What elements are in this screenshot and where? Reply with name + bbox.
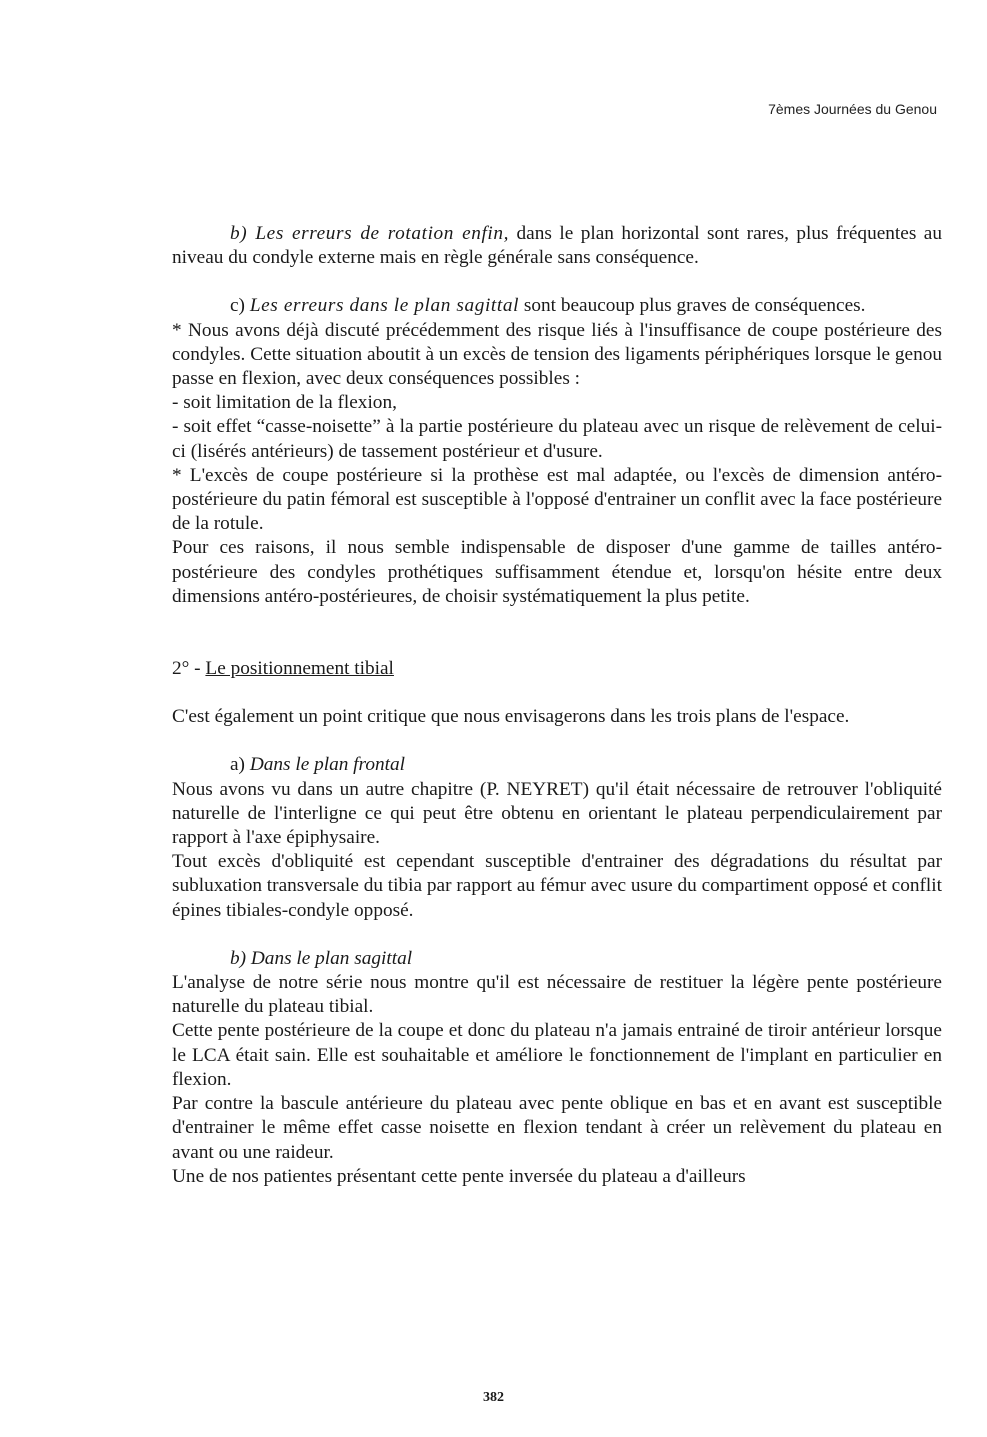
paragraph-sagittal-errors	[172, 294, 942, 318]
section-number: 2° -	[172, 658, 206, 680]
subheading-frontal-plane	[172, 753, 942, 777]
paragraph-critical-point: C'est également un point critique que nous envisagerons dans les trois plans de l'espace.	[172, 706, 850, 728]
paragraph-risks: * Nous avons déjà discuté précédemment des risque liés à l'insuffisance de coupe postérieure des condyles. Cette situation aboutit à un excès de tension des ligaments périphériques lorsque le genou passe en flexion, avec deux conséquences possibles :	[172, 319, 942, 390]
subheading-sagittal-plane	[172, 947, 942, 971]
paragraph-excess: * L'excès de coupe postérieure si la prothèse est mal adaptée, ou l'excès de dimension antéro-postérieure du patin fémoral est susceptible à l'opposé d'entrainer un conflit avec la face postérieure de la rotule.	[172, 464, 942, 535]
list-item-nutcracker: - soit effet “casse-noisette” à la partie postérieure du plateau avec un risque de relèvement de celui-ci (lisérés antérieurs) de tassement postérieur et d'usure.	[172, 416, 942, 462]
running-header: 7èmes Journées du Genou	[768, 101, 937, 117]
paragraph-slope: Cette pente postérieure de la coupe et donc du plateau n'a jamais entrainé de tiroir antérieur lorsque le LCA était sain. Elle est souhaitable et améliore le fonctionnement de l'implant en particulier en flexion.	[172, 1020, 942, 1090]
sagittal-errors-text: sont beaucoup plus graves de conséquences.	[519, 295, 866, 317]
paragraph-rotation-errors	[172, 222, 942, 270]
page-body	[172, 222, 942, 1189]
frontal-prefix: a)	[230, 754, 250, 776]
paragraph-analysis: L'analyse de notre série nous montre qu'il est nécessaire de restituer la légère pente postérieure naturelle du plateau tibial.	[172, 972, 942, 1018]
sagittal-errors-heading: Les erreurs dans le plan sagittal	[249, 295, 520, 317]
frontal-title: Dans le plan frontal	[249, 754, 405, 776]
paragraph-neyret: Nous avons vu dans un autre chapitre (P. NEYRET) qu'il était nécessaire de retrouver l'obliquité naturelle de l'interligne ce qui peut être obtenu en orientant le plateau perpendiculairement par rapport à l'axe épiphysaire.	[172, 778, 942, 849]
section-title: Le positionnement tibial	[205, 658, 394, 680]
paragraph-patients: Une de nos patientes présentant cette pente inversée du plateau a d'ailleurs	[172, 1165, 746, 1187]
sagittal-title: b) Dans le plan sagittal	[230, 947, 413, 969]
list-item-limitation: - soit limitation de la flexion,	[172, 392, 397, 414]
rotation-errors-heading: b) Les erreurs de rotation enfin,	[230, 223, 510, 244]
paragraph-tilt: Par contre la bascule antérieure du plateau avec pente oblique en bas et en avant est susceptible d'entrainer le même effet casse noisette en flexion tendant à créer un relèvement du plateau en avant ou une raideur.	[172, 1093, 942, 1163]
paragraph-reasons: Pour ces raisons, il nous semble indispensable de disposer d'une gamme de tailles antéro-postérieure des condyles prothétiques suffisamment étendue et, lorsqu'on hésite entre deux dimensions antéro-postérieures, de choisir systématiquement la plus petite.	[172, 537, 942, 607]
page-number: 382	[483, 1390, 504, 1405]
paragraph-obliquity: Tout excès d'obliquité est cependant susceptible d'entrainer des dégradations du résultat par subluxation transversale du tibia par rapport au fémur avec usure du compartiment opposé et conflit épines tibiales-condyle opposé.	[172, 851, 942, 921]
rotation-errors-text: dans le plan horizontal sont rares, plus fréquentes au niveau du condyle externe mais en règle générale sans conséquence.	[172, 223, 942, 269]
section-heading-tibial	[172, 657, 942, 681]
sagittal-errors-prefix: c)	[230, 295, 250, 317]
